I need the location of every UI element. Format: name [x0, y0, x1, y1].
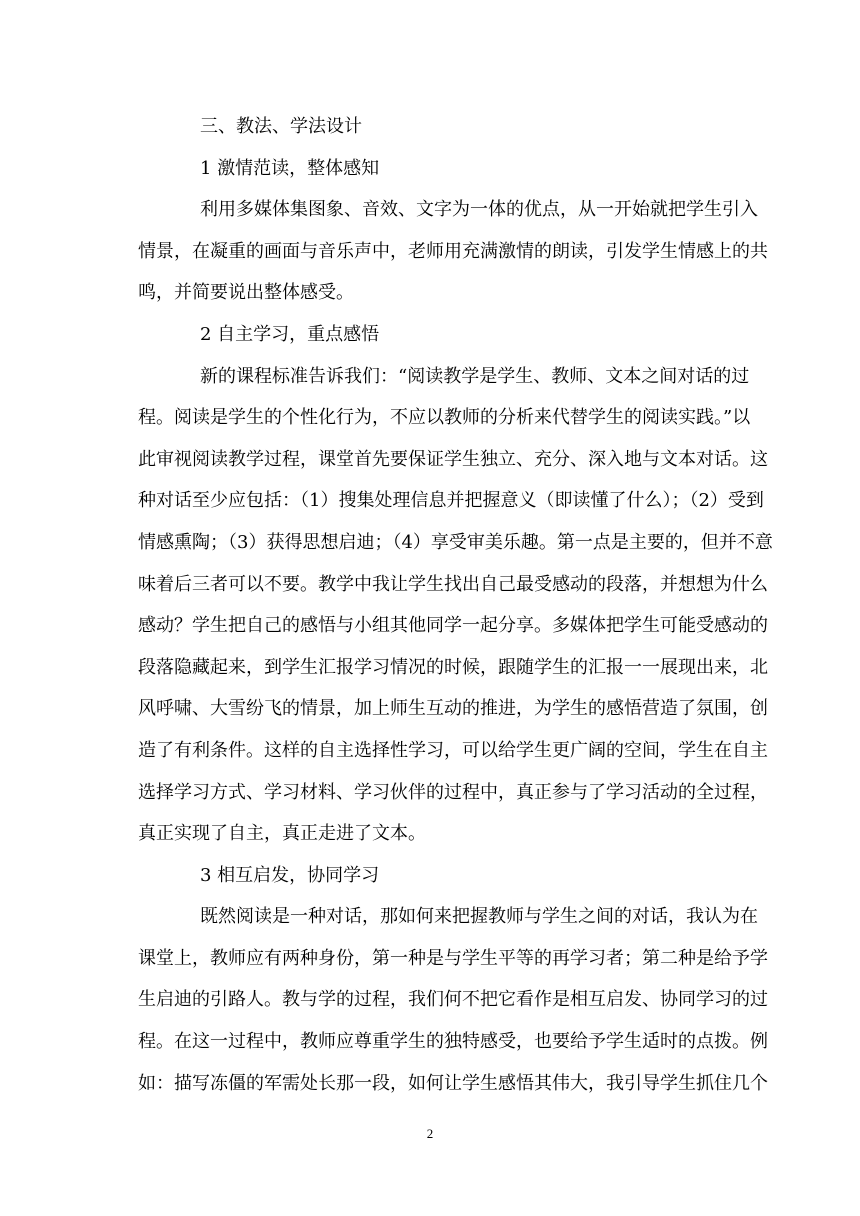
page-body [138, 113, 773, 1111]
paragraph-line: 课堂上，教师应有两种身份，第一种是与学生平等的再学习者；第二种是给予学 [138, 947, 768, 969]
paragraph-line: 程。在这一过程中，教师应尊重学生的独特感受，也要给予学生适时的点拨。例 [138, 1031, 768, 1053]
subsection-heading-3: 3 相互启发，协同学习 [200, 864, 380, 886]
paragraph-line: 种对话至少应包括：（1）搜集处理信息并把握意义（即读懂了什么）；（2）受到 [138, 490, 764, 512]
paragraph-line: 情感熏陶；（3）获得思想启迪；（4）享受审美乐趣。第一点是主要的，但并不意 [138, 531, 773, 553]
paragraph-line: 造了有利条件。这样的自主选择性学习，可以给学生更广阔的空间，学生在自主 [138, 739, 768, 761]
subsection-heading-1: 1 激情范读，整体感知 [200, 157, 380, 179]
page-number: 2 [426, 1126, 434, 1141]
subsection-heading-2: 2 自主学习，重点感悟 [200, 323, 380, 345]
paragraph-line: 感动？学生把自己的感悟与小组其他同学一起分享。多媒体把学生可能受感动的 [138, 615, 768, 637]
paragraph-line: 如：描写冻僵的军需处长那一段，如何让学生感悟其伟大，我引导学生抓住几个 [138, 1072, 768, 1094]
paragraph-line: 既然阅读是一种对话，那如何来把握教师与学生之间的对话，我认为在 [200, 906, 758, 928]
paragraph-line: 利用多媒体集图象、音效、文字为一体的优点，从一开始就把学生引入 [200, 199, 758, 221]
paragraph-line: 程。阅读是学生的个性化行为，不应以教师的分析来代替学生的阅读实践。”以 [138, 407, 751, 429]
paragraph-line: 此审视阅读教学过程，课堂首先要保证学生独立、充分、深入地与文本对话。这 [138, 448, 768, 470]
paragraph-line: 情景，在凝重的画面与音乐声中，老师用充满激情的朗读，引发学生情感上的共 [138, 240, 768, 262]
paragraph-line: 生启迪的引路人。教与学的过程，我们何不把它看作是相互启发、协同学习的过 [138, 989, 768, 1011]
paragraph-line: 真正实现了自主，真正走进了文本。 [138, 823, 426, 845]
paragraph-line: 段落隐藏起来，到学生汇报学习情况的时候，跟随学生的汇报一一展现出来，北 [138, 656, 768, 678]
paragraph-line: 鸣，并简要说出整体感受。 [138, 282, 354, 304]
paragraph-line: 新的课程标准告诉我们：“阅读教学是学生、教师、文本之间对话的过 [200, 365, 750, 387]
paragraph-line: 选择学习方式、学习材料、学习伙伴的过程中，真正参与了学习活动的全过程， [138, 781, 768, 803]
paragraph-line: 味着后三者可以不要。教学中我让学生找出自己最受感动的段落，并想想为什么 [138, 573, 768, 595]
paragraph-line: 风呼啸、大雪纷飞的情景，加上师生互动的推进，为学生的感悟营造了氛围，创 [138, 698, 768, 720]
section-heading: 三、教法、学法设计 [200, 116, 362, 137]
